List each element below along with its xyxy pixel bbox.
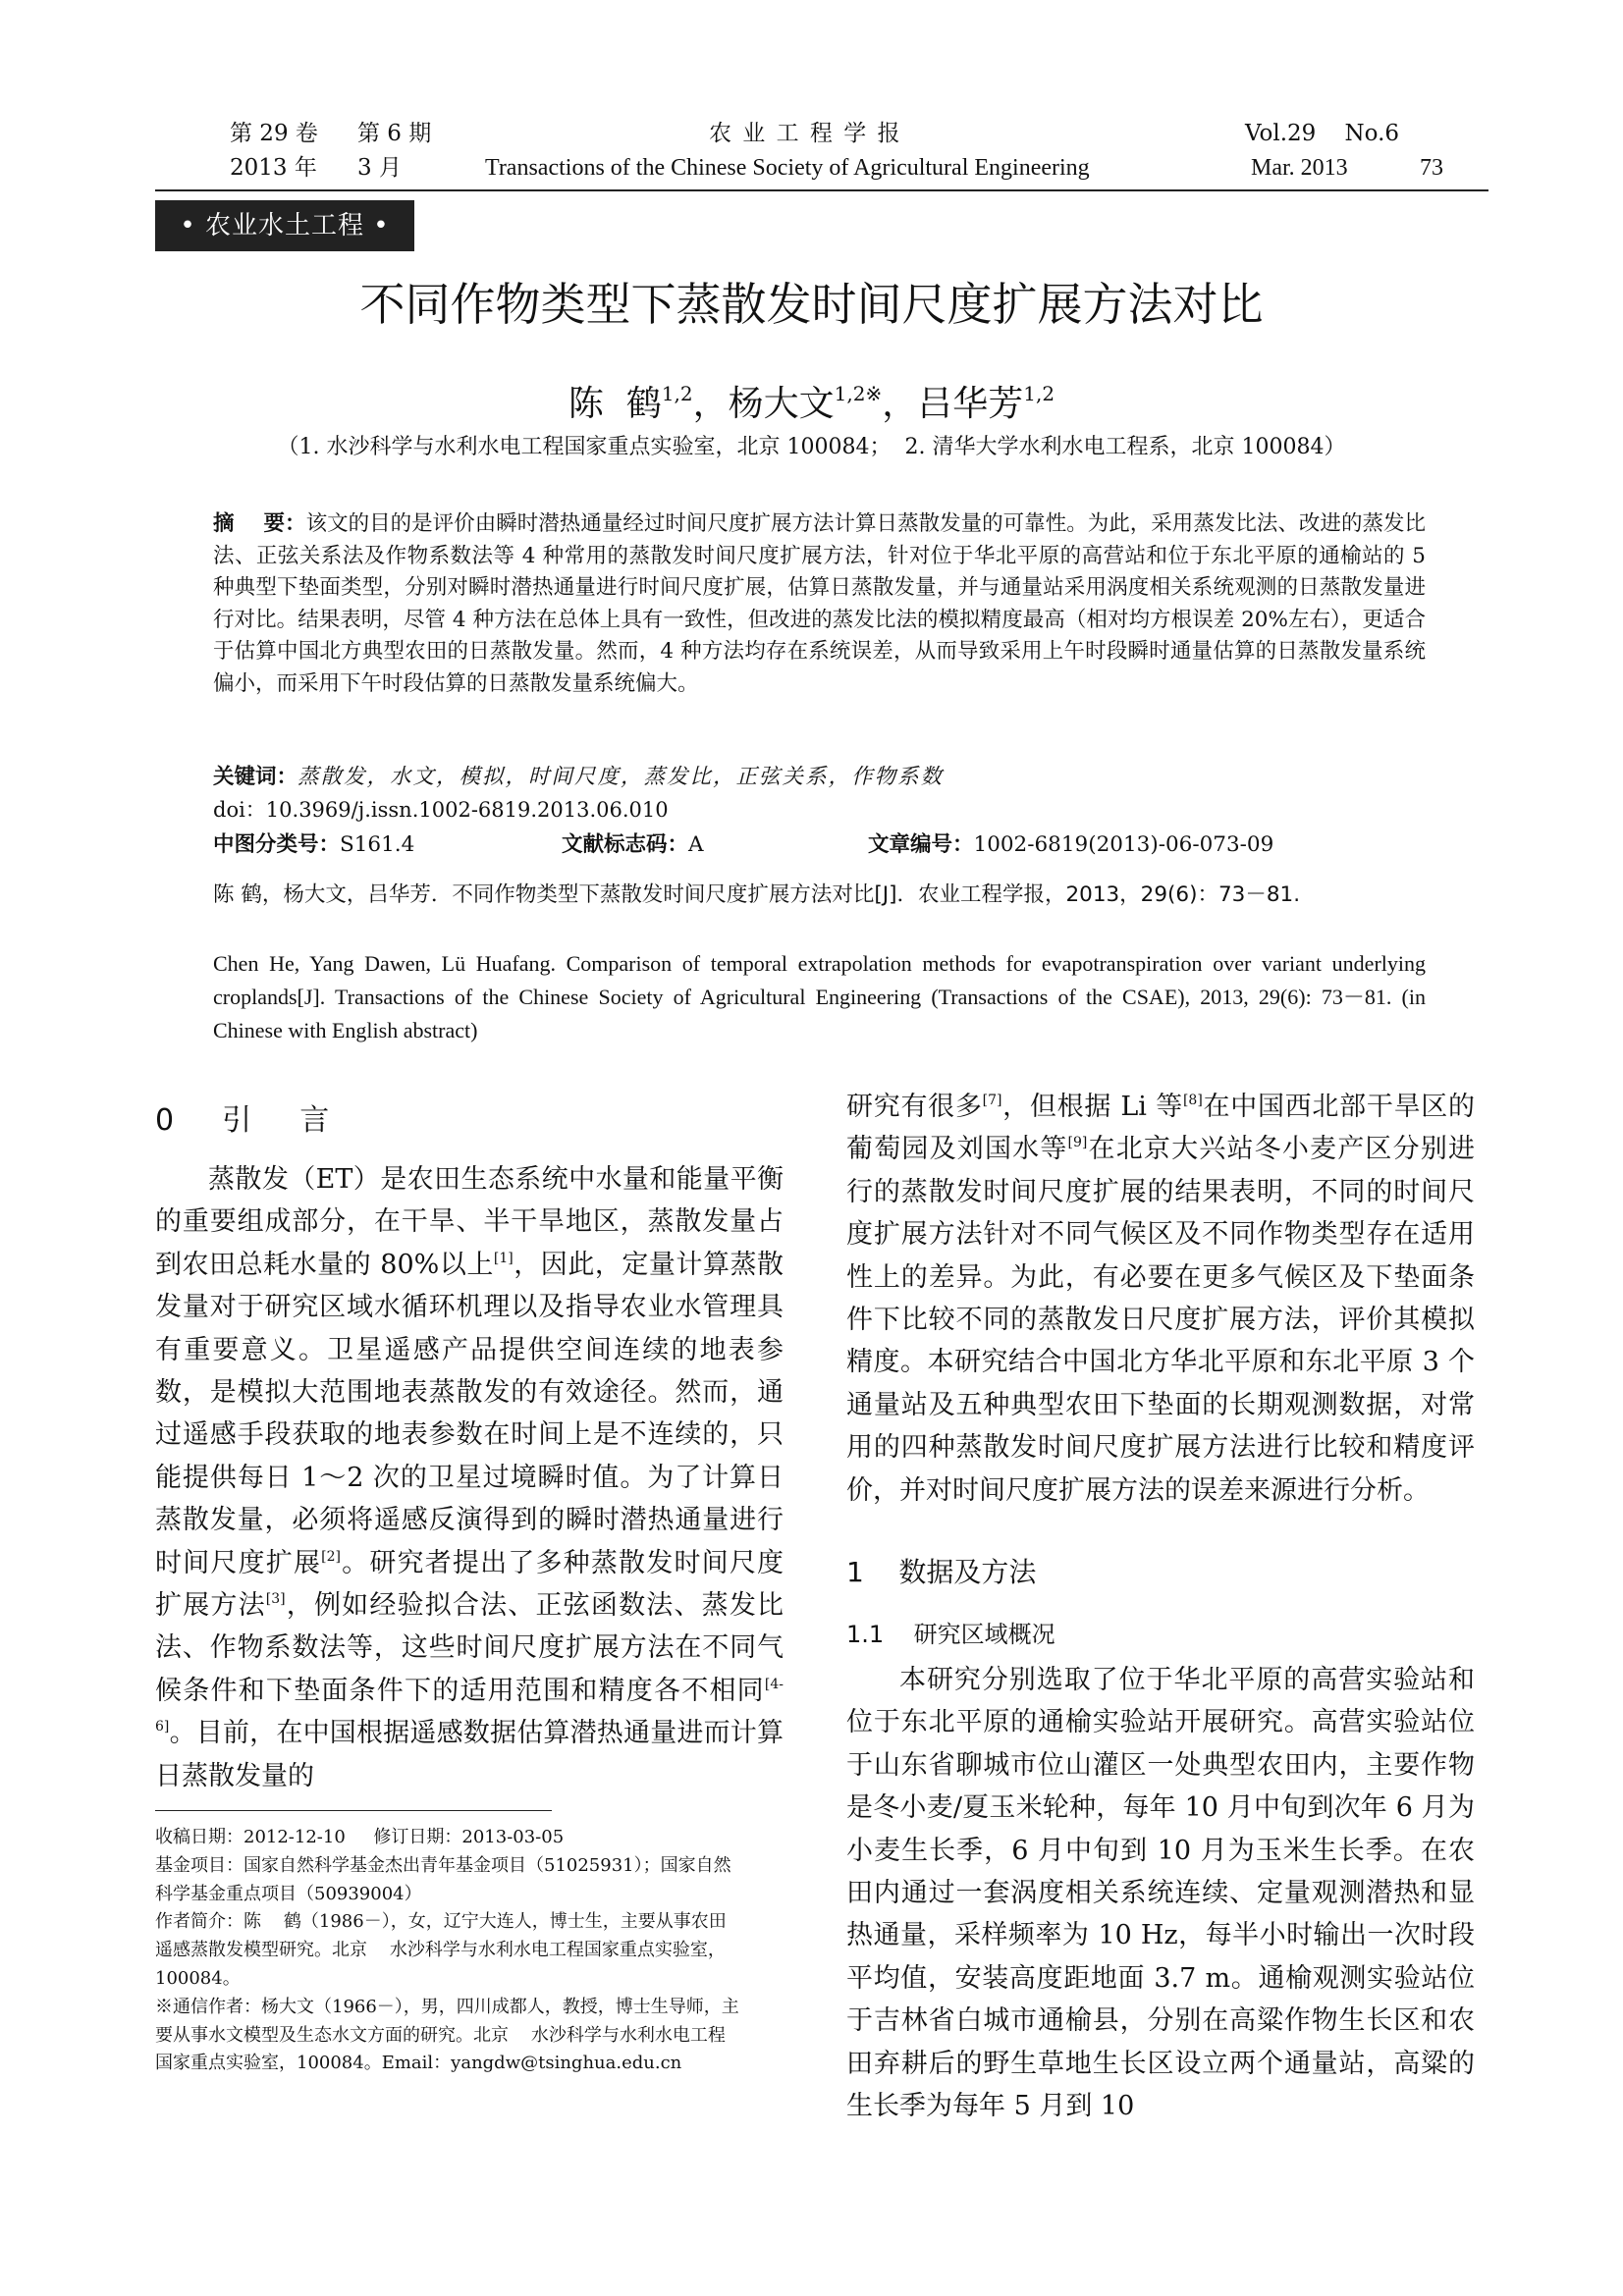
citation-cn: 陈 鹤，杨大文，吕华芳．不同作物类型下蒸散发时间尺度扩展方法对比[J]．农业工程学报，2013，29(6)：73－81. [213,882,1301,907]
section-heading-intro: 0 引 言 [155,1103,340,1138]
footnote-corresponding: ※通信作者：杨大文（1966－），男，四川成都人，教授，博士生导师，主要从事水文模型及生态水文方面的研究。北京 水沙科学与水利水电工程国家重点实验室，100084。Email：yangdw@tsinghua.edu.cn [155,1996,739,2074]
header-year: 2013 年 [230,155,317,181]
clc-label: 中图分类号： [213,832,341,857]
ref-2: [2] [321,1548,341,1565]
intro-body [155,1158,784,1797]
intro-paragraph [155,1158,784,1797]
authors-line [0,371,1623,427]
affiliations: （1. 水沙科学与水利水电工程国家重点实验室，北京 100084； 2. 清华大学水利水电工程系，北京 100084） [277,435,1346,459]
author-name: 杨大文 [728,384,835,424]
author-name: 陈 鹤 [568,384,662,424]
intro-text: ，例如经验拟合法、正弦函数法、蒸发比法、作物系数法等，这些时间尺度扩展方法在不同气候条件和下垫面条件下的适用范围和精度各不相同 [155,1590,784,1706]
article-number [868,829,1273,861]
section-heading-data-methods: 1 数据及方法 [846,1556,1037,1588]
section-tag: • 农业水土工程 • [155,200,414,251]
author-affil-sup: 1,2 [1023,382,1055,405]
ref-9: [9] [1067,1135,1088,1151]
keywords-label: 关键词： [213,765,298,789]
doc-code-value: A [688,832,704,857]
paper-title: 不同作物类型下蒸散发时间尺度扩展方法对比 [359,278,1264,331]
study-area-body [846,1659,1475,2127]
article-number-label: 文章编号： [868,832,974,857]
author-affil-sup: 1,2※ [834,382,883,405]
footnote-author: 作者简介：陈 鹤（1986－），女，辽宁大连人，博士生，主要从事农田遥感蒸散发模型研究。北京 水沙科学与水利水电工程国家重点实验室，100084。 [155,1911,727,1989]
doi: doi：10.3969/j.issn.1002-6819.2013.06.010 [213,798,669,822]
clc-value: S161.4 [340,832,415,857]
author-name: 吕华芳 [917,384,1024,424]
citation-en: Chen He, Yang Dawen, Lü Huafang. Comparison of temporal extrapolation methods for evapotranspiration over variant underlying croplands[J]. Transactions of the Chinese Society of Agricultural Engineering (Transactions of the CSAE), 2013, 29(6): 73－81. (in Chinese with English abstract) [213,951,1426,1042]
intro-body-continued [846,1086,1475,1512]
intro-text: ，因此，定量计算蒸散发量对于研究区域水循环机理以及指导农业水管理具有重要意义。卫星遥感产品提供空间连续的地表参数，是模拟大范围地表蒸散发的有效途径。然而，通过遥感手段获取的地表参数在时间上是不连续的，只能提供每日 1～2 次的卫星过境瞬时值。为了计算日蒸散发量，必须将遥感反演得到的瞬时潜热通量进行时间尺度扩展 [155,1249,784,1578]
article-number-value: 1002-6819(2013)-06-073-09 [973,832,1274,857]
intro-paragraph-continued [846,1086,1475,1512]
intro-text: 在北京大兴站冬小麦产区分别进行的蒸散发时间尺度扩展的结果表明，不同的时间尺度扩展方法针对不同气候区及不同作物类型存在适用性上的差异。为此，有必要在更多气候区及下垫面条件下比较不同的蒸散发日尺度扩展方法，评价其模拟精度。本研究结合中国北方华北平原和东北平原 3 个通量站及五种典型农田下垫面的长期观测数据，对常用的四种蒸散发时间尺度扩展方法进行比较和精度评价，并对时间尺度扩展方法的误差来源进行分析。 [846,1134,1476,1506]
author-separator: ， [882,384,918,424]
footnote-rule [155,1810,552,1811]
author-affil-sup: 1,2 [661,382,693,405]
author-separator: ， [692,384,729,424]
header-month: 3 月 [357,155,402,181]
ref-3: [3] [265,1591,286,1608]
footnotes [155,1824,742,2078]
header-volume: 第 29 卷 [230,121,318,146]
abstract-label: 摘 要： [213,511,306,536]
header-issue: 第 6 期 [357,121,432,146]
intro-text: ，但根据 Li 等 [1001,1092,1183,1122]
document-code [562,829,704,861]
footnote-fund: 基金项目：国家自然科学基金杰出青年基金项目（51025931）；国家自然科学基金重点项目（50939004） [155,1854,731,1904]
intro-text: 蒸散发（ET）是农田生态系统中水量和能量平衡的重要组成部分，在干旱、半干旱地区，蒸散发量占到农田总耗水量的 80%以上 [155,1164,784,1280]
doc-code-label: 文献标志码： [562,832,689,857]
keywords [213,762,1426,793]
abstract [213,508,1426,700]
clc-number [213,829,414,861]
page-number: 73 [1420,155,1443,181]
study-area-paragraph: 本研究分别选取了位于华北平原的高营实验站和位于东北平原的通榆实验站开展研究。高营实验站位于山东省聊城市位山灌区一处典型农田内，主要作物是冬小麦/夏玉米轮种，每年 10 月中旬到次年 6 月为小麦生长季，6 月中旬到 10 月为玉米生长季。在农田内通过一套涡度相关系统连续、定量观测潜热和显热通量，采样频率为 10 Hz，每半小时输出一次时段平均值，安装高度距地面 3.7 m。通榆观测实验站位于吉林省白城市通榆县，分别在高粱作物生长区和农田弃耕后的野生草地生长区设立两个通量站，高粱的生长季为每年 5 月到 10 [846,1665,1475,2122]
ref-7: [7] [982,1093,1002,1108]
header-volume-en: Vol.29 No.6 [1245,121,1400,146]
intro-text: 研究有很多 [846,1092,983,1122]
subsection-heading-study-area: 1.1 研究区域概况 [846,1621,1055,1648]
intro-text: 在中国西北部干旱区的葡萄园及刘国水等 [846,1092,1476,1165]
footnote-received: 收稿日期：2012-12-10 修订日期：2013-03-05 [155,1827,565,1847]
header-date-en: Mar. 2013 [1251,155,1348,181]
header-rule [155,189,1488,191]
intro-text: 。目前，在中国根据遥感数据估算潜热通量进而计算日蒸散发量的 [155,1718,784,1791]
intro-text: 。研究者提出了多种蒸散发时间尺度扩展方法 [155,1547,784,1622]
ref-1: [1] [493,1250,514,1266]
keywords-text: 蒸散发，水文，模拟，时间尺度，蒸发比，正弦关系，作物系数 [298,765,945,789]
ref-4-6: [4-6] [155,1676,784,1735]
header-journal-en: Transactions of the Chinese Society of Agricultural Engineering [485,155,1090,181]
abstract-text: 该文的目的是评价由瞬时潜热通量经过时间尺度扩展方法计算日蒸散发量的可靠性。为此，采用蒸发比法、改进的蒸发比法、正弦关系法及作物系数法等 4 种常用的蒸散发时间尺度扩展方法，针对位于华北平原的高营站和位于东北平原的通榆站的 5 种典型下垫面类型，分别对瞬时潜热通量进行时间尺度扩展，估算日蒸散发量，并与通量站采用涡度相关系统观测的日蒸散发量进行对比。结果表明，尽管 4 种方法在总体上具有一致性，但改进的蒸发比法的模拟精度最高（相对均方根误差 20%左右），更适合于估算中国北方典型农田的日蒸散发量。然而，4 种方法均存在系统误差，从而导致采用上午时段瞬时通量估算的日蒸散发量系统偏小，而采用下午时段估算的日蒸散发量系统偏大。 [213,511,1426,696]
ref-8: [8] [1182,1093,1203,1108]
header-journal-cn: 农 业 工 程 学 报 [709,121,902,146]
